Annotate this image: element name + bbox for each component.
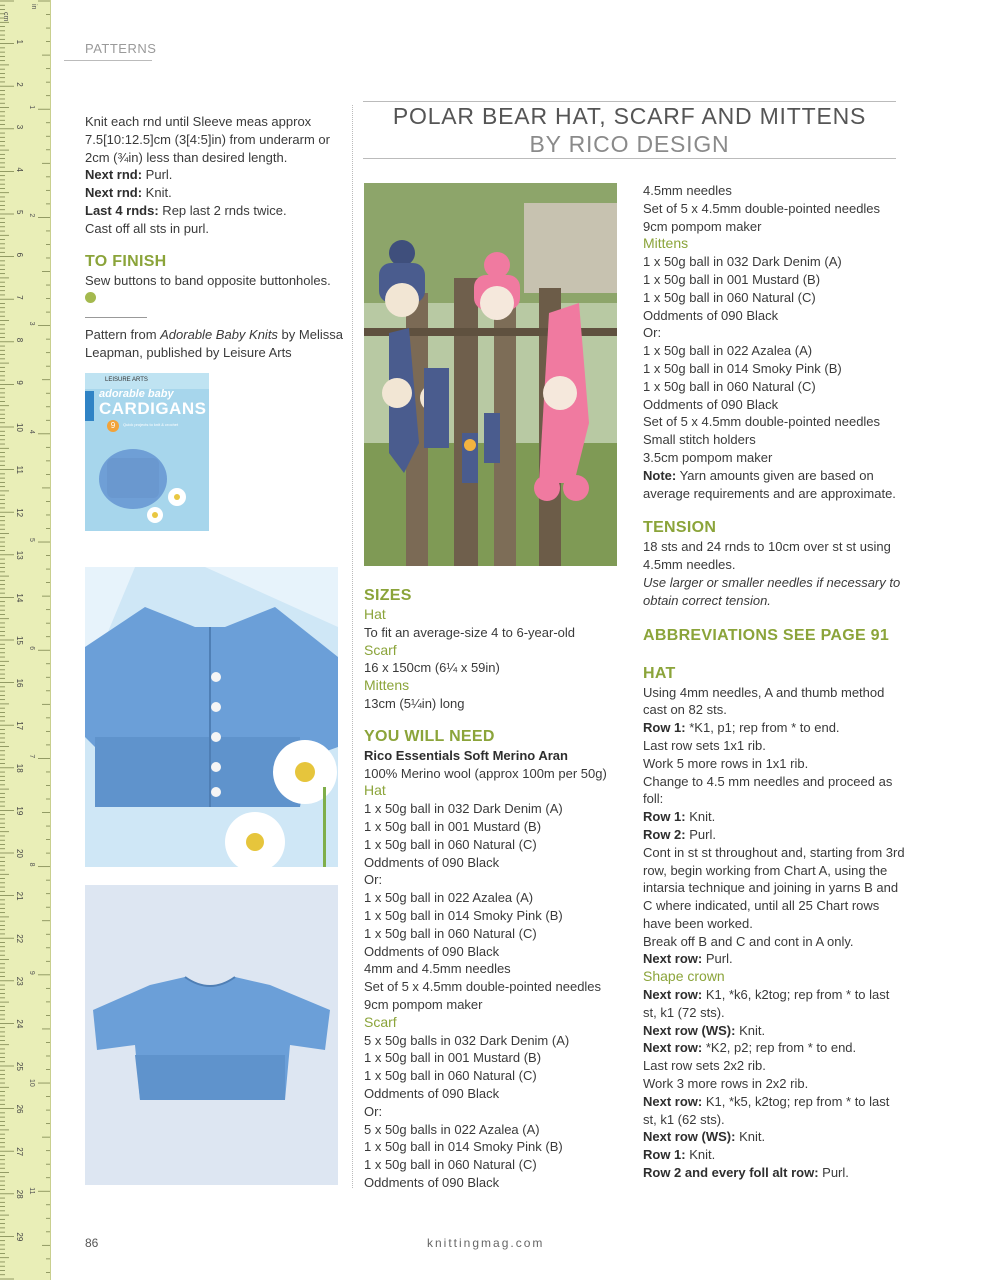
credit-rule	[85, 317, 147, 318]
ruler-cm-number: 10	[15, 423, 24, 432]
material-item: 1 x 50g ball in 060 Natural (C)	[364, 836, 537, 852]
instruction-row: Row 1: Knit.	[643, 809, 716, 825]
material-item: 1 x 50g ball in 014 Smoky Pink (B)	[643, 360, 842, 376]
ruler-cm-number: 1	[15, 39, 24, 45]
instruction-note: Cont in st st throughout and, starting from 3rd row, begin working from Chart A, using the intarsia technique and joining in yarns B and C where indicated, until all 25 Chart rows have been worked.	[643, 844, 905, 931]
polar-bear-photo	[364, 183, 617, 566]
you-will-need-heading: YOU WILL NEED	[364, 727, 495, 745]
finish-text: Sew buttons to band opposite buttonholes.	[85, 272, 343, 308]
ruler-cm-number: 29	[15, 1232, 24, 1242]
section-label: PATTERNS	[85, 41, 157, 56]
ruler-in-number: 4	[28, 429, 35, 434]
ruler-cm-number: 2	[15, 82, 24, 87]
material-item: Set of 5 x 4.5mm double-pointed needles	[643, 200, 881, 216]
material-item: 1 x 50g ball in 032 Dark Denim (A)	[643, 254, 842, 270]
material-item: Oddments of 090 Black	[364, 1174, 500, 1190]
yarn-name: Rico Essentials Soft Merino Aran	[364, 747, 568, 763]
ruler-in-number: 8	[28, 862, 35, 867]
mittens-size-label: Mittens	[364, 677, 410, 694]
instruction-note: Last row sets 1x1 rib.	[643, 737, 766, 753]
material-item: 1 x 50g ball in 060 Natural (C)	[364, 1157, 537, 1173]
ruler-in-number: 9	[28, 970, 35, 975]
ruler-cm-number: 20	[15, 849, 24, 858]
sizes-heading: SIZES	[364, 587, 412, 604]
ruler-cm-number: 26	[15, 1104, 24, 1114]
instruction-row: Row 2 and every foll alt row: Purl.	[643, 1165, 849, 1181]
material-item: 1 x 50g ball in 060 Natural (C)	[364, 925, 537, 941]
ruler-cm-number: 28	[15, 1189, 24, 1199]
sleeve-intro: Knit each rnd until Sleeve meas approx 7.5[10:12.5]cm (3[4:5]in) from underarm or 2cm (¾in) less than desired length.	[85, 114, 330, 165]
ruler-in-number: 10	[28, 1079, 35, 1087]
ruler-in-number: 3	[28, 321, 35, 326]
pattern-designer: BY RICO DESIGN	[529, 131, 730, 157]
material-item: Or:	[364, 1103, 383, 1119]
material-item: 1 x 50g ball in 001 Mustard (B)	[643, 271, 821, 287]
material-item: 5 x 50g balls in 022 Azalea (A)	[364, 1121, 540, 1137]
ruler-in-number: 1	[28, 105, 35, 110]
instruction-row: Next row: K1, *k5, k2tog; rep from * to last st, k1 (62 sts).	[643, 1093, 890, 1127]
material-item: 1 x 50g ball in 022 Azalea (A)	[364, 890, 534, 906]
material-item: 9cm pompom maker	[364, 996, 483, 1012]
left-column	[85, 113, 343, 362]
book-brand: LEISURE ARTS	[105, 377, 148, 383]
material-item: 3.5cm pompom maker	[643, 449, 773, 465]
instruction-row: Next rnd: Purl.	[85, 167, 173, 183]
right-column	[643, 182, 905, 1182]
shape-crown-heading: Shape crown	[643, 968, 725, 985]
material-item: 4mm and 4.5mm needles	[364, 961, 511, 977]
castoff-text: Cast off all sts in purl.	[85, 220, 210, 236]
book-count-badge: 9	[107, 420, 119, 432]
instruction-row: Next row (WS): Knit.	[643, 1022, 766, 1038]
material-item: Or:	[364, 872, 383, 888]
ruler-cm-number: 19	[15, 806, 24, 816]
instruction-note: Last row sets 2x2 rib.	[643, 1058, 766, 1074]
book-title-line1: adorable baby	[99, 388, 174, 400]
need-scarf-label: Scarf	[364, 1013, 397, 1030]
title-rule-top	[363, 101, 896, 102]
title-rule-bottom	[363, 158, 896, 159]
header-rule	[64, 60, 152, 61]
polar-bear-photo-art	[364, 183, 617, 566]
ruler-cm-number: 8	[15, 337, 24, 343]
material-item: 1 x 50g ball in 060 Natural (C)	[643, 378, 816, 394]
hat-materials-list	[364, 800, 634, 1014]
material-item: 5 x 50g balls in 032 Dark Denim (A)	[364, 1032, 570, 1048]
material-item: Set of 5 x 4.5mm double-pointed needles	[364, 979, 602, 995]
material-item: Set of 5 x 4.5mm double-pointed needles	[643, 414, 881, 430]
material-item: 1 x 50g ball in 001 Mustard (B)	[364, 1050, 542, 1066]
material-item: 1 x 50g ball in 001 Mustard (B)	[364, 818, 542, 834]
book-cover-image	[85, 373, 209, 531]
website-url: knittingmag.com	[427, 1236, 545, 1250]
material-item: Oddments of 090 Black	[643, 307, 779, 323]
instruction-row: Next row (WS): Knit.	[643, 1129, 766, 1145]
ruler-cm-number: 14	[15, 593, 24, 603]
yarn-ball-icon	[85, 292, 96, 303]
ruler-cm-number: 7	[15, 295, 24, 300]
hat-size: To fit an average-size 4 to 6-year-old	[364, 624, 575, 640]
ruler-in-number: 2	[28, 213, 35, 218]
instruction-note: Change to 4.5 mm needles and proceed as foll:	[643, 773, 893, 807]
material-item: 1 x 50g ball in 060 Natural (C)	[364, 1068, 537, 1084]
book-count-label: Quick projects to knit & crochet	[123, 422, 179, 427]
mittens-materials-list	[643, 253, 905, 467]
instruction-note: Break off B and C and cont in A only.	[643, 933, 854, 949]
ruler-cm-number: 12	[15, 508, 24, 518]
pattern-title: POLAR BEAR HAT, SCARF AND MITTENS	[392, 103, 867, 129]
ruler-cm-number: 11	[15, 465, 24, 474]
mittens-materials-label: Mittens	[643, 235, 689, 252]
hat-pattern-heading: HAT	[643, 664, 676, 682]
instruction-row: Row 1: *K1, p1; rep from * to end.	[643, 720, 840, 736]
ruler-cm-number: 3	[15, 124, 24, 130]
ruler-ticks	[0, 0, 50, 1280]
ruler-cm-number: 15	[15, 636, 24, 645]
hat-size-label: Hat	[364, 606, 386, 622]
instruction-note: Work 3 more rows in 2x2 rib.	[643, 1076, 809, 1092]
abbreviations-heading: ABBREVIATIONS SEE PAGE 91	[643, 626, 890, 644]
yarn-note: Note: Yarn amounts given are based on average requirements and are approximate.	[643, 467, 896, 501]
material-item: 4.5mm needles	[643, 183, 732, 198]
cardigan-photo-flat	[85, 885, 338, 1185]
instruction-row: Next row: *K2, p2; rep from * to end.	[643, 1040, 857, 1056]
mittens-size: 13cm (5¼in) long	[364, 695, 465, 711]
material-item: 1 x 50g ball in 032 Dark Denim (A)	[364, 801, 563, 817]
instruction-note: Work 5 more rows in 1x1 rib.	[643, 755, 809, 771]
book-title-line2: CARDIGANS	[99, 399, 207, 418]
column-divider	[352, 105, 353, 1188]
ruler-cm-number: 23	[15, 976, 24, 986]
ruler-cm-number: 4	[15, 167, 24, 172]
ruler-cm-number: 24	[15, 1019, 24, 1029]
ruler-cm-number: 5	[15, 210, 24, 215]
need-hat-label: Hat	[364, 782, 386, 799]
yarn-description: 100% Merino wool (approx 100m per 50g)	[364, 765, 607, 781]
instruction-row: Next row: K1, *k6, k2tog; rep from * to last st, k1 (72 sts).	[643, 987, 890, 1020]
ruler-in-number: 7	[28, 754, 35, 759]
ruler-cm-number: 22	[15, 934, 24, 944]
cardigan-photo-front	[85, 567, 338, 867]
ruler-in-number: 6	[28, 646, 35, 651]
ruler-in-label: in	[30, 4, 37, 10]
scarf-size: 16 x 150cm (6¼ x 59in)	[364, 660, 500, 676]
instruction-row: Last 4 rnds: Rep last 2 rnds twice.	[85, 202, 287, 218]
material-item: 1 x 50g ball in 022 Azalea (A)	[643, 343, 813, 359]
material-item: Oddments of 090 Black	[364, 1085, 500, 1101]
cardigan-photo-front-art	[85, 567, 338, 867]
ruler-cm-number: 17	[15, 721, 24, 731]
ruler-cm-number: 9	[15, 380, 24, 385]
page-number: 86	[85, 1236, 99, 1250]
ruler-cm-number: 27	[15, 1147, 24, 1157]
tension-note: Use larger or smaller needles if necessary to obtain correct tension.	[643, 574, 901, 608]
ruler-in-number: 5	[28, 538, 35, 542]
material-item: 1 x 50g ball in 060 Natural (C)	[643, 289, 816, 305]
material-item: Oddments of 090 Black	[364, 854, 500, 870]
middle-column	[364, 586, 634, 1192]
scarf-materials-list	[364, 1032, 634, 1192]
ruler-cm-number: 6	[15, 252, 24, 258]
ruler-cm-number: 18	[15, 763, 24, 773]
ruler-cm-label: cm	[2, 12, 9, 22]
material-item: 9cm pompom maker	[643, 218, 762, 234]
scarf-size-label: Scarf	[364, 641, 397, 658]
measuring-ruler	[0, 0, 51, 1280]
scarf-materials-continued	[643, 182, 905, 235]
pattern-credit: Pattern from Adorable Baby Knits by Melissa Leapman, published by Leisure Arts	[85, 327, 343, 360]
material-item: 1 x 50g ball in 014 Smoky Pink (B)	[364, 907, 563, 923]
material-item: Oddments of 090 Black	[364, 943, 500, 959]
tension-text: 18 sts and 24 rnds to 10cm over st st using 4.5mm needles.	[643, 539, 891, 573]
cardigan-photo-flat-art	[85, 885, 338, 1185]
material-item: 1 x 50g ball in 014 Smoky Pink (B)	[364, 1139, 563, 1155]
ruler-cm-number: 13	[15, 550, 24, 560]
instruction-row: Next rnd: Knit.	[85, 185, 172, 201]
material-item: Or:	[643, 325, 662, 341]
instruction-row: Next row: Purl.	[643, 951, 733, 967]
ruler-cm-number: 16	[15, 678, 24, 688]
material-item: Oddments of 090 Black	[643, 396, 779, 412]
ruler-cm-number: 25	[15, 1062, 24, 1071]
instruction-row: Row 1: Knit.	[643, 1147, 716, 1163]
material-item: Small stitch holders	[643, 432, 756, 448]
hat-cast-on: Using 4mm needles, A and thumb method cast on 82 sts.	[643, 684, 885, 718]
ruler-cm-number: 21	[15, 891, 24, 901]
instruction-row: Row 2: Purl.	[643, 826, 716, 842]
ruler-in-number: 11	[28, 1187, 35, 1195]
tension-heading: TENSION	[643, 519, 717, 537]
to-finish-heading: TO FINISH	[85, 252, 167, 270]
